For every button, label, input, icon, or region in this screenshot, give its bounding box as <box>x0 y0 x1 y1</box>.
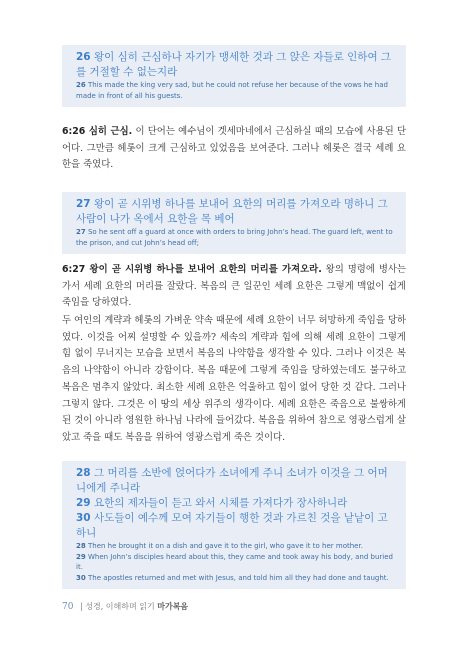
verse-en <box>76 80 396 101</box>
verse-text-en: So he sent off a guard at once with orders to bring John’s head. The guard left, went to the prison, and cut John’s head off; <box>76 228 393 247</box>
page-number: 70 <box>62 602 74 612</box>
verse-number-en: 29 <box>76 552 86 561</box>
page-footer <box>62 601 188 612</box>
scripture-box-28-30 <box>62 461 406 589</box>
verse-ko-30 <box>76 511 396 541</box>
verse-number-en: 27 <box>76 228 86 236</box>
commentary-reflection <box>62 313 406 447</box>
commentary-heading: 6:26 심히 근심. <box>62 126 133 137</box>
verse-ko <box>76 50 396 80</box>
verse-number: 26 <box>76 51 91 63</box>
verse-text-ko: 왕이 심히 근심하나 자기가 맹세한 것과 그 앉은 자들로 인하여 그를 거절할 수 없는지라 <box>76 51 392 78</box>
commentary-6-26 <box>62 124 406 174</box>
verse-number: 27 <box>76 198 91 210</box>
verse-ko-28 <box>76 466 396 496</box>
series-title: 성경, 이해하며 읽기 <box>85 602 155 611</box>
commentary-text: 두 여인의 계략과 헤롯의 가벼운 약속 때문에 세례 요한이 너무 허망하게 죽임을 당하였다. 이것을 어찌 설명할 수 있을까? 세속의 계략과 힘에 의해 세례 요한이 그렇게 힘 없이 무너지는 모습을 보면서 복음의 나약함을 생각할 수 있다. 그러나 이것은 복음의 나약함이 아니라 강함이다. 복음 때문에 그렇게 죽임을 당하였는데도 불구하고 복음은 멈추지 않았다. 최소한 세례 요한은 억울하고 힘이 없어 당한 것 같다. 그러나 그렇지 않다. 그것은 이 땅의 세상 위주의 생각이다. 세례 요한은 죽음으로 불쌍하게 된 것이 아니라 영원한 하나님 나라에 들어갔다. 복음을 위하여 참으로 영광스럽게 살았고 죽을 때도 복음을 위하여 영광스럽게 죽은 것이다. <box>62 315 406 443</box>
commentary-6-27 <box>62 262 406 312</box>
commentary-text: 왕의 명령에 병사는 가서 세례 요한의 머리를 잘랐다. 복음의 큰 일꾼인 세례 요한은 그렇게 맥없이 쉽게 죽임을 당하였다. <box>62 264 406 309</box>
verse-text-en: Then he brought it on a dish and gave it to the girl, who gave it to her mother. <box>87 542 363 550</box>
verse-ko-29 <box>76 496 396 511</box>
verse-ko <box>76 197 396 227</box>
verse-en-30 <box>76 573 396 584</box>
book-title: 마가복음 <box>157 601 189 611</box>
scripture-box-26 <box>62 45 406 107</box>
verse-en <box>76 227 396 248</box>
verse-text-ko: 그 머리를 소반에 얹어다가 소녀에게 주니 소녀가 이것을 그 어머니에게 주니라 <box>76 467 388 494</box>
verse-text-ko: 요한의 제자들이 듣고 와서 시체를 가져다가 장사하니라 <box>93 497 348 509</box>
verse-number-en: 30 <box>76 573 86 582</box>
scripture-box-27 <box>62 192 406 254</box>
footer-separator: | <box>80 602 83 611</box>
commentary-heading: 6:27 왕이 곧 시위병 하나를 보내어 요한의 머리를 가져오라. <box>62 264 322 275</box>
verse-en-29 <box>76 552 396 573</box>
verse-number: 28 <box>76 467 91 479</box>
verse-number-en: 28 <box>76 542 86 550</box>
verse-en-28 <box>76 541 396 552</box>
verse-text-ko: 왕이 곧 시위병 하나를 보내어 요한의 머리를 가져오라 명하니 그 사람이 나가 옥에서 요한을 목 베어 <box>76 198 388 225</box>
verse-text-en: This made the king very sad, but he could not refuse her because of the vows he had made in front of all his guests. <box>76 81 388 100</box>
commentary-text: 이 단어는 예수님이 겟세마네에서 근심하실 때의 모습에 사용된 단어다. 그만큼 헤롯이 크게 근심하고 있었음을 보여준다. 그러나 헤롯은 결국 세례 요한을 죽였다. <box>62 126 406 171</box>
verse-number-en: 26 <box>76 81 86 89</box>
verse-text-en: The apostles returned and met with Jesus, and told him all they had done and taught. <box>87 573 389 582</box>
verse-text-ko: 사도들이 예수께 모여 자기들이 행한 것과 가르친 것을 낱낱이 고하니 <box>76 512 388 539</box>
verse-number: 30 <box>76 512 91 524</box>
verse-text-en: When John’s disciples heard about this, they came and took away his body, and buried it. <box>76 552 393 571</box>
verse-number: 29 <box>76 497 91 509</box>
